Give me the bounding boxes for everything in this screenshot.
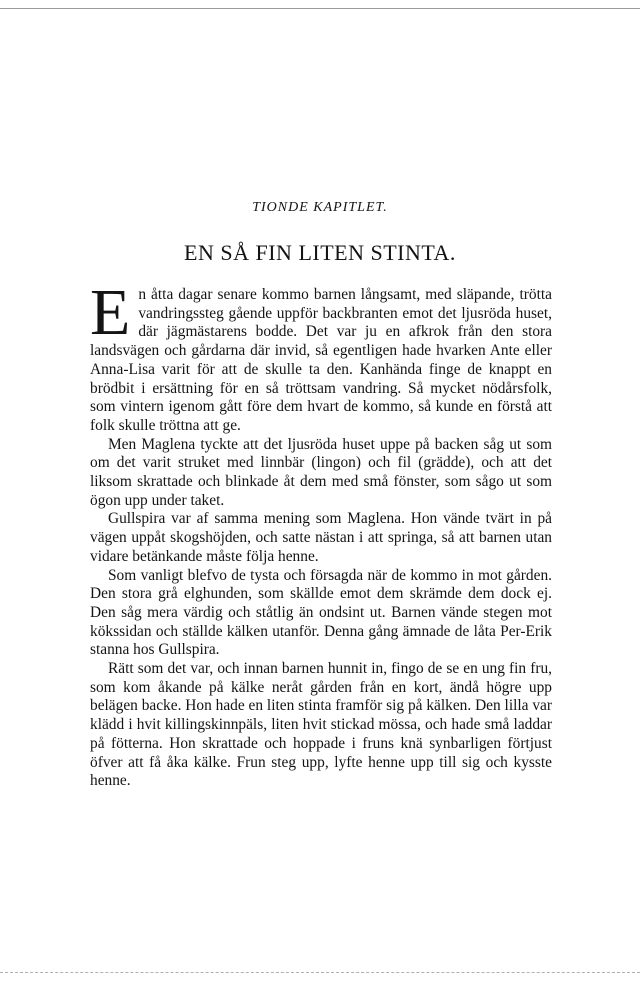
paragraph: Rätt som det var, och innan barnen hunnit in, fingo de se en ung fin fru, som kom åkande på kälke neråt gården från en kort, ändå högre upp belägen backe. Hon hade en liten stinta framför sig på kälken. Den lilla var klädd i hvit killingskinnpäls, liten hvit stickad mössa, och hade små laddar på fötterna. Hon skrattade och hoppade i fruns knä synbarligen förtjust öfver att få åka kälke. Frun steg upp, lyfte henne upp till sig och kysste henne. <box>90 660 552 790</box>
paragraph-text: n åtta dagar senare kommo barnen långsamt, med släpande, trötta vandringssteg gående uppför backbranten emot det ljusröda huset, där jägmästarens bodde. Det var ju en afkrok från den stora landsvägen och gårdarna där invid, så egentligen hade hvarken Ante eller Anna-Lisa varit för att de skulle ta den. Kanhända finge de knappt en brödbit i ersättning för en så tröttsam vandring. Så mycket nödårsfolk, som vintern igenom gått före dem hvart de kommo, så kunde en förstå att folk skulle tröttna att ge. <box>90 286 552 434</box>
top-page-edge <box>0 8 640 9</box>
paragraph: Som vanligt blefvo de tysta och försagda när de kommo in mot gården. Den stora grå elghunden, som skällde emot dem skrämde dem dock ej. Den såg mera värdig och ståtlig än ondsint ut. Barnen vände stegen mot kökssidan och ställde kälken utanför. Denna gång ämnade de låta Per-Erik stanna hos Gullspira. <box>90 566 552 659</box>
body-text <box>90 276 552 791</box>
chapter-label: TIONDE KAPITLET. <box>252 200 388 215</box>
bottom-page-edge <box>0 972 640 973</box>
paragraph: Men Maglena tyckte att det ljusröda huset uppe på backen såg ut som om det varit struket med linnbär (lingon) och fil (grädde), och att det liksom skrattade och blinkade åt dem med små fönster, som sågo ut som ögon upp under taket. <box>90 435 552 509</box>
paragraph: Gullspira var af samma mening som Maglena. Hon vände tvärt in på vägen uppåt skogshöjden, och satte nästan i att springa, så att barnen utan vidare betänkande måste följa henne. <box>90 510 552 565</box>
chapter-title: EN SÅ FIN LITEN STINTA. <box>184 240 456 265</box>
drop-cap: E <box>90 276 131 349</box>
paragraph <box>90 276 552 436</box>
